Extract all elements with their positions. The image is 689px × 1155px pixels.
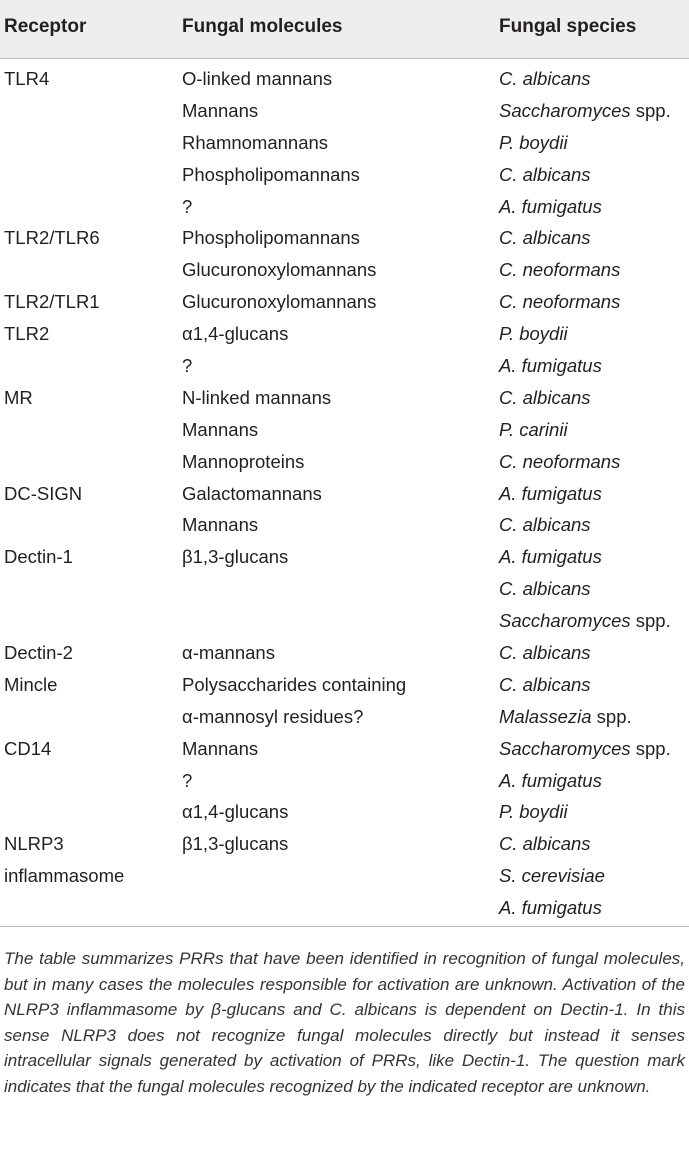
table-bottom-rule [0,926,689,927]
table-row [0,509,689,541]
species-suffix: spp. [591,705,632,727]
species-name: C. albicans [499,833,591,855]
cell-receptor: CD14 [4,737,52,759]
table-row [0,733,689,765]
species-suffix: spp. [630,99,671,121]
cell-receptor: Dectin-2 [4,642,73,664]
table-row [0,350,689,382]
header-receptor: Receptor [4,16,87,37]
cell-fungal-molecule: Mannans [182,737,259,759]
cell-fungal-molecule: Mannans [182,99,259,121]
cell-receptor: Dectin-1 [4,546,73,568]
cell-fungal-molecule: Mannans [182,418,259,440]
species-name: A. fumigatus [499,482,602,504]
species-name: A. fumigatus [499,355,602,377]
species-name: P. boydii [499,801,568,823]
cell-fungal-molecule: α1,4-glucans [182,801,289,823]
table-header [0,0,689,59]
table-row [0,127,689,159]
header-fungal-species: Fungal species [499,16,637,37]
species-name: C. albicans [499,163,591,185]
species-name: C. albicans [499,514,591,536]
cell-fungal-species [499,637,591,669]
cell-fungal-species [499,382,591,414]
cell-fungal-species [499,573,591,605]
cell-fungal-species [499,222,591,254]
table-row [0,478,689,510]
table-row [0,414,689,446]
cell-fungal-species [499,733,671,765]
cell-fungal-molecule: β1,3-glucans [182,833,289,855]
species-suffix: spp. [630,737,671,759]
table-row [0,573,689,605]
table-footnote: The table summarizes PRRs that have been identified in recognition of fungal molecules, but in many cases the molecules responsible for activation are unknown. Activation of the NLRP3 inflammasome by β-glucans and C. albicans is dependent on Dectin-1. In this sense NLRP3 does not recognize fungal molecules directly but instead it senses intracellular signals generated by activation of PRRs, like Dectin-1. The question mark indicates that the fungal molecules recognized by the indicated receptor are unknown. [4,949,685,1096]
cell-receptor: Mincle [4,673,58,695]
cell-fungal-species [499,159,591,191]
cell-receptor: TLR2 [4,323,50,345]
cell-fungal-species [499,701,632,733]
species-name: Malassezia [499,705,592,727]
cell-fungal-molecule: Polysaccharides containing [182,673,407,695]
table-row [0,63,689,95]
table-row [0,892,689,924]
species-name: C. albicans [499,386,591,408]
cell-fungal-species [499,860,605,892]
species-name: C. albicans [499,68,591,89]
cell-fungal-species [499,828,591,860]
cell-fungal-molecule: Rhamnomannans [182,131,329,153]
species-name: C. neoformans [499,259,621,281]
cell-fungal-species [499,414,568,446]
species-name: C. neoformans [499,291,621,313]
species-name: A. fumigatus [499,897,602,919]
table-row [0,191,689,223]
cell-fungal-molecule: α-mannans [182,642,275,664]
table-row [0,222,689,254]
cell-fungal-molecule: O-linked mannans [182,68,333,89]
cell-fungal-species [499,63,591,95]
cell-fungal-molecule: N-linked mannans [182,386,332,408]
table-row [0,605,689,637]
cell-fungal-species [499,541,602,573]
species-name: C. albicans [499,227,591,249]
cell-receptor: NLRP3 [4,833,64,855]
table-row [0,446,689,478]
cell-receptor: inflammasome [4,865,125,887]
cell-fungal-molecule: ? [182,769,193,791]
cell-fungal-molecule: Glucuronoxylomannans [182,291,377,313]
species-name: C. albicans [499,642,591,664]
cell-receptor: TLR2/TLR1 [4,291,100,313]
cell-fungal-molecule: Mannans [182,514,259,536]
species-name: S. cerevisiae [499,865,605,887]
table-row [0,254,689,286]
cell-receptor: MR [4,386,33,408]
species-name: Saccharomyces [499,610,631,632]
species-name: P. boydii [499,131,568,153]
table-row [0,541,689,573]
cell-fungal-species [499,478,602,510]
cell-fungal-molecule: Phospholipomannans [182,163,360,185]
cell-fungal-molecule: Glucuronoxylomannans [182,259,377,281]
species-name: C. albicans [499,578,591,600]
table-row [0,286,689,318]
cell-fungal-species [499,286,620,318]
cell-fungal-species [499,318,568,350]
cell-receptor: DC-SIGN [4,482,83,504]
table-row [0,318,689,350]
table-row [0,828,689,860]
cell-fungal-molecule: β1,3-glucans [182,546,289,568]
cell-fungal-molecule: α-mannosyl residues? [182,705,364,727]
species-name: A. fumigatus [499,195,602,217]
cell-fungal-species [499,605,671,637]
table-row [0,765,689,797]
cell-fungal-species [499,765,602,797]
species-name: A. fumigatus [499,769,602,791]
table-row [0,796,689,828]
species-name: P. carinii [499,418,568,440]
table-row [0,382,689,414]
cell-fungal-species [499,892,602,924]
table-body [0,63,689,924]
species-name: C. albicans [499,673,591,695]
species-name: P. boydii [499,323,568,345]
cell-fungal-species [499,350,602,382]
table-row [0,637,689,669]
cell-fungal-molecule: Mannoproteins [182,450,305,472]
species-suffix: spp. [630,610,671,632]
cell-fungal-species [499,191,602,223]
cell-fungal-species [499,127,568,159]
species-name: Saccharomyces [499,737,631,759]
table-row [0,860,689,892]
cell-fungal-species [499,95,671,127]
cell-fungal-molecule: Galactomannans [182,482,322,504]
cell-fungal-molecule: ? [182,355,193,377]
species-name: Saccharomyces [499,99,631,121]
cell-fungal-species [499,796,568,828]
table-row [0,701,689,733]
species-name: C. neoformans [499,450,621,472]
table-row [0,159,689,191]
cell-fungal-molecule: α1,4-glucans [182,323,289,345]
cell-fungal-species [499,446,620,478]
species-name: A. fumigatus [499,546,602,568]
table-row [0,669,689,701]
cell-fungal-species [499,254,620,286]
header-fungal-molecules: Fungal molecules [182,16,343,37]
cell-fungal-species [499,509,591,541]
cell-fungal-species [499,669,591,701]
cell-fungal-molecule: ? [182,195,193,217]
table-row [0,95,689,127]
cell-receptor: TLR2/TLR6 [4,227,100,249]
cell-receptor: TLR4 [4,68,50,89]
cell-fungal-molecule: Phospholipomannans [182,227,360,249]
